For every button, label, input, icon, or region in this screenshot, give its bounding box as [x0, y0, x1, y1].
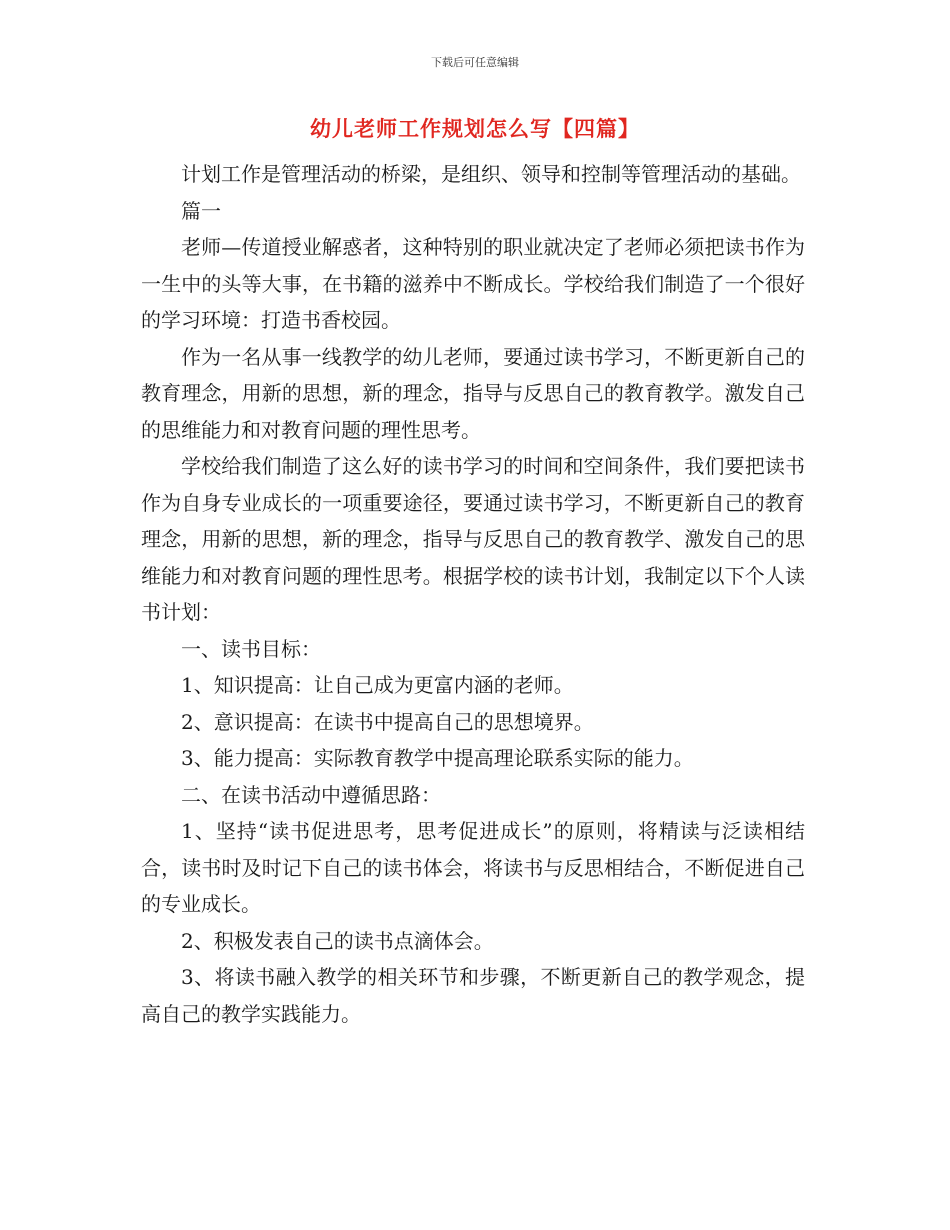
list-item: 3、能力提高：实际教育教学中提高理论联系实际的能力。 [181, 746, 694, 770]
section-heading-reading-goals: 一、读书目标： [181, 636, 321, 661]
list-item: 2、意识提高：在读书中提高自己的思想境界。 [181, 709, 594, 734]
section-heading-part-one: 篇一 [181, 198, 221, 223]
document-body [141, 156, 805, 1032]
list-item: 1、坚持“读书促进思考，思考促进成长”的原则，将精读与泛读相结合，读书时及时记下自己的读书体会，将读书与反思相结合，不断促进自己的专业成长。 [141, 819, 805, 916]
header-note: 下载后可任意编辑 [431, 56, 519, 69]
paragraph: 老师—传道授业解惑者，这种特别的职业就决定了老师必须把读书作为一生中的头等大事，在书籍的滋养中不断成长。学校给我们制造了一个很好的学习环境：打造书香校园。 [141, 235, 805, 332]
paragraph: 作为一名从事一线教学的幼儿老师，要通过读书学习，不断更新自己的教育理念，用新的思想，新的理念，指导与反思自己的教育教学。激发自己的思维能力和对教育问题的理性思考。 [141, 344, 805, 442]
list-item: 3、将读书融入教学的相关环节和步骤，不断更新自己的教学观念，提高自己的教学实践能力。 [141, 965, 805, 1026]
list-item: 2、积极发表自己的读书点滴体会。 [181, 928, 494, 953]
document-title: 幼儿老师工作规划怎么写【四篇】 [310, 116, 640, 141]
list-item: 1、知识提高：让自己成为更富内涵的老师。 [181, 673, 574, 697]
paragraph: 学校给我们制造了这么好的读书学习的时间和空间条件，我们要把读书作为自身专业成长的一项重要途径，要通过读书学习，不断更新自己的教育理念，用新的思想，新的理念，指导与反思自己的教育教学、激发自己的思维能力和对教育问题的理性思考。根据学校的读书计划，我制定以下个人读书计划： [141, 454, 805, 624]
section-heading-reading-approach: 二、在读书活动中遵循思路： [181, 782, 441, 807]
paragraph-intro: 计划工作是管理活动的桥梁，是组织、领导和控制等管理活动的基础。 [181, 162, 801, 186]
